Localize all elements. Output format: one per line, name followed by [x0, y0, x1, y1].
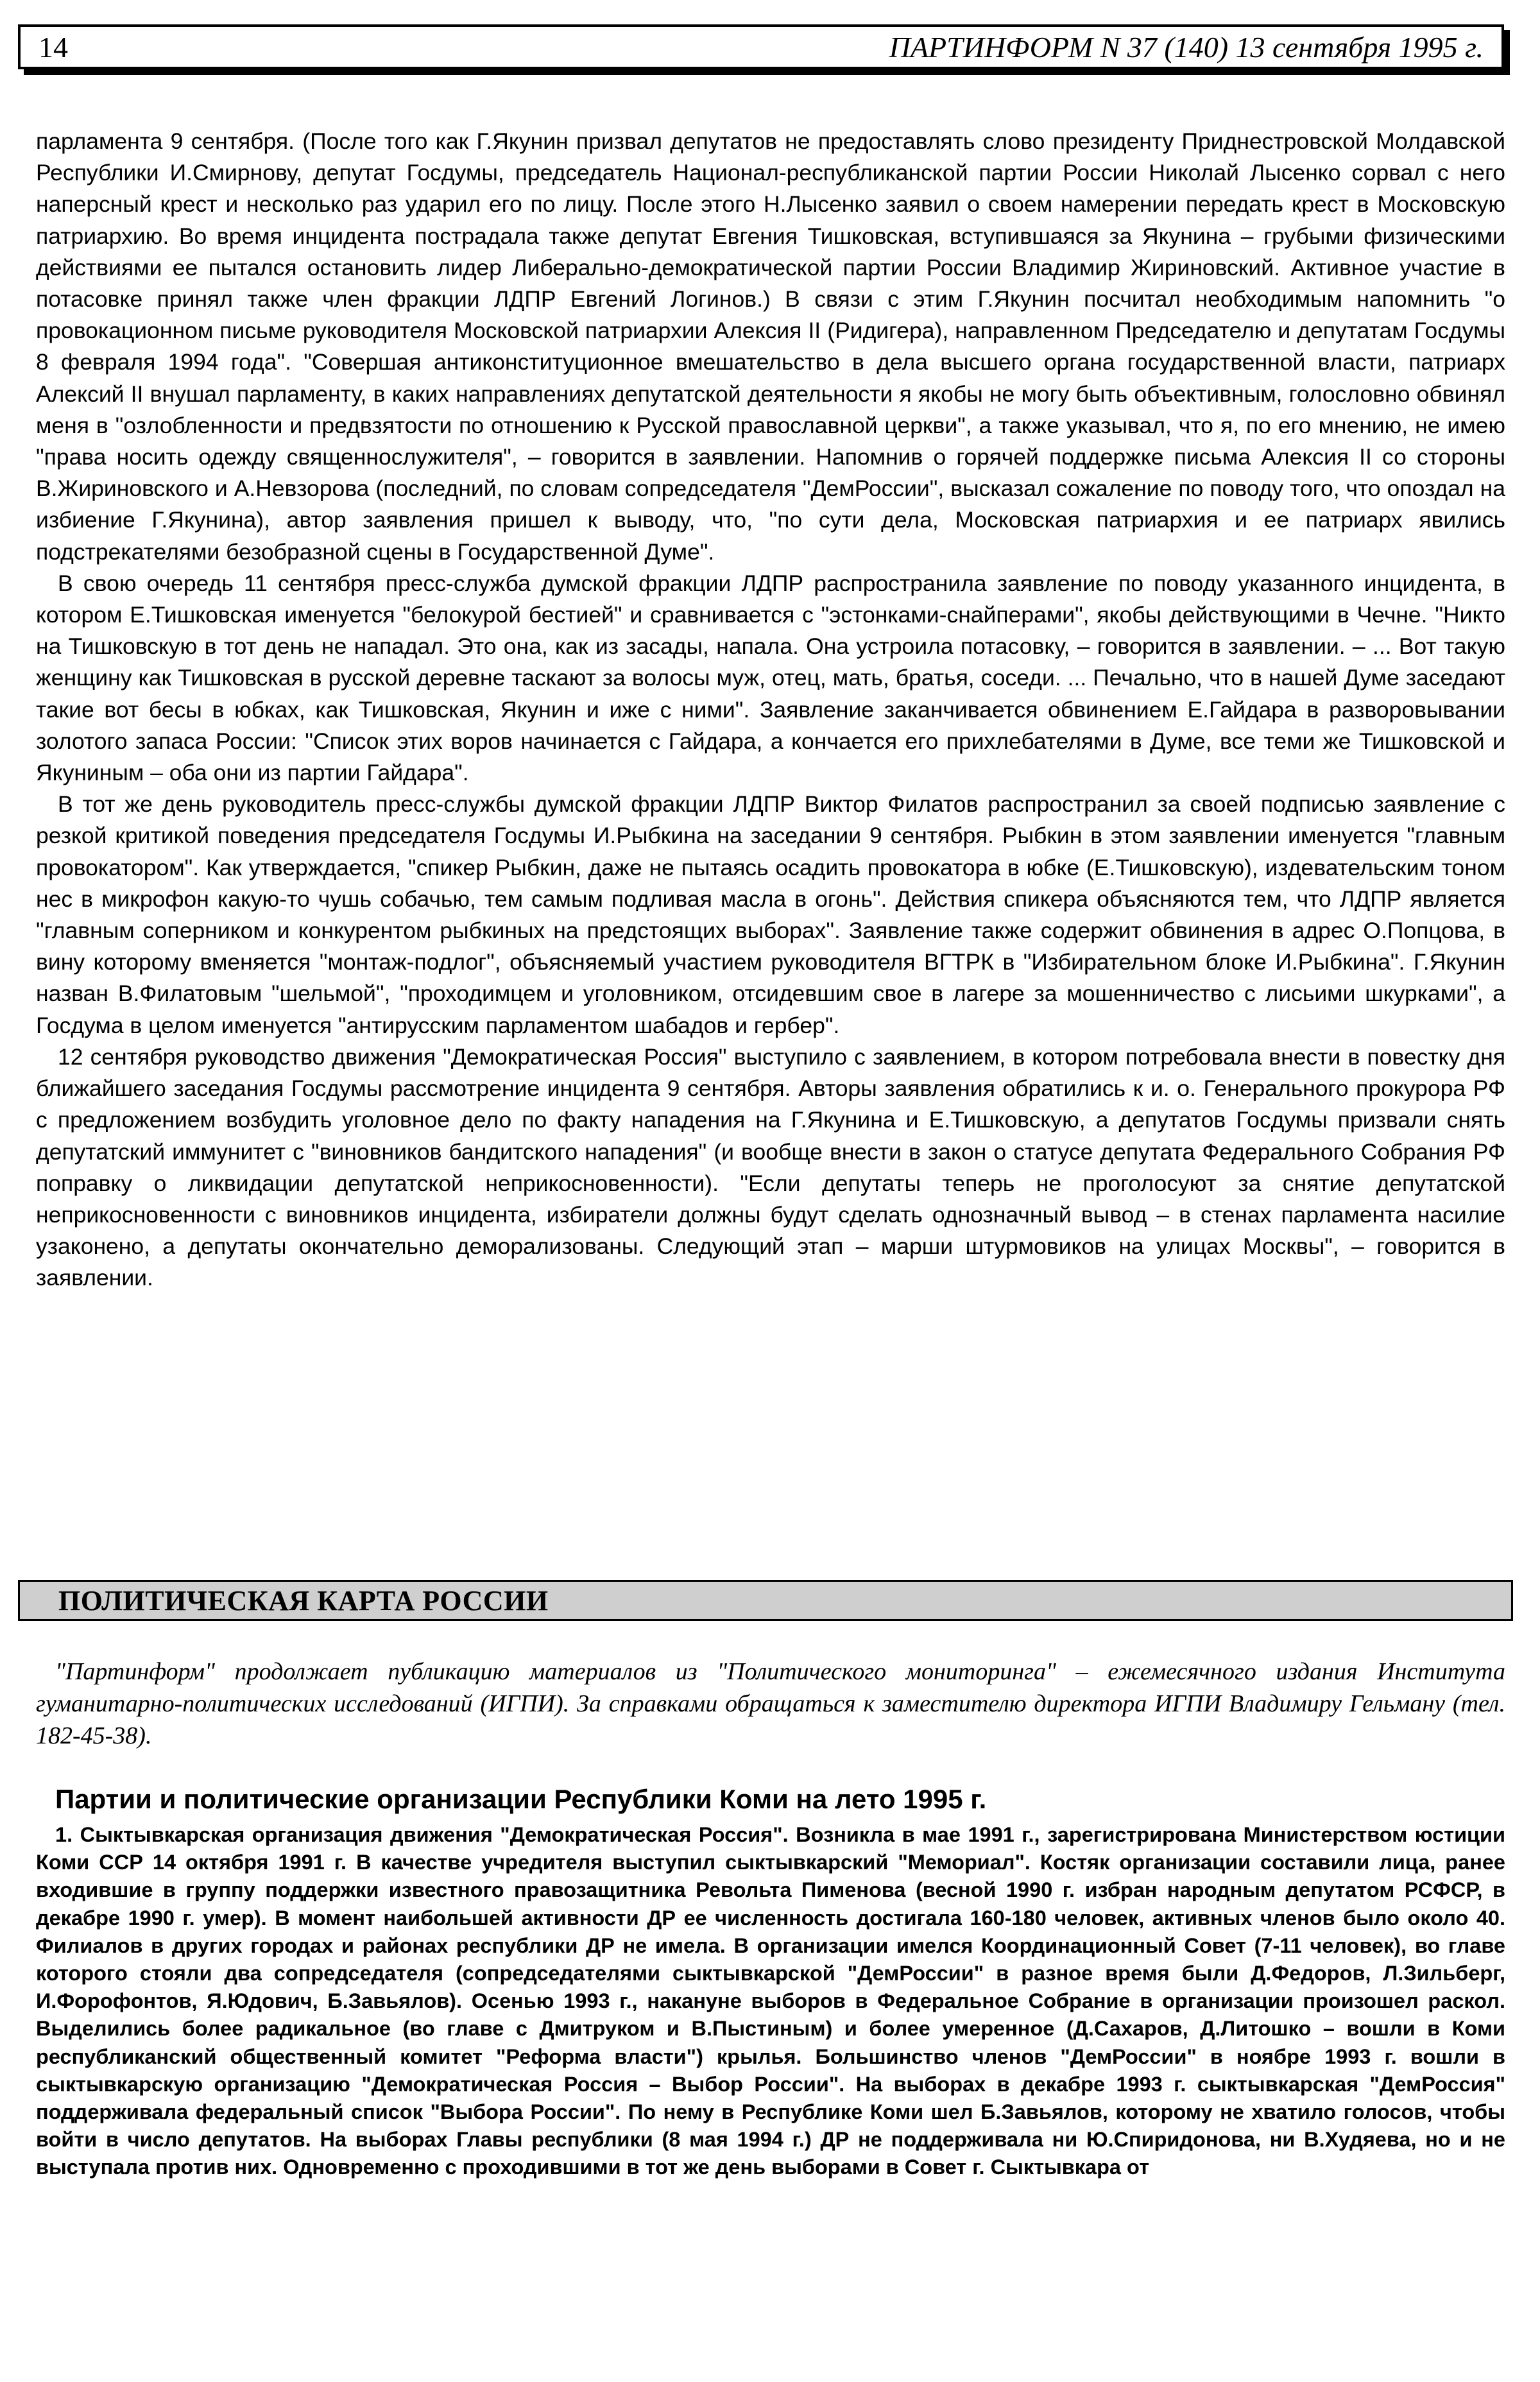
page-number: 14: [38, 30, 68, 64]
article-body: [36, 126, 1505, 1294]
article-paragraph: парламента 9 сентября. (После того как Г.Якунин призвал депутатов не предоставлять слово президенту Приднестровской Молдавской Республики И.Смирнову, депутат Госдумы, председатель Национал-республиканской партии России Николай Лысенко сорвал с него наперсный крест и несколько раз ударил его по лицу. После этого Н.Лысенко заявил о своем намерении передать крест в Московскую патриархию. Во время инцидента пострадала также депутат Евгения Тишковская, вступившаяся за Якунина – грубыми физическими действиями ее пытался остановить лидер Либерально-демократической партии России Владимир Жириновский. Активное участие в потасовке принял также член фракции ЛДПР Евгений Логинов.) В связи с этим Г.Якунин посчитал необходимым напомнить "о провокационном письме руководителя Московской патриархии Алексия II (Ридигера), направленном Председателю и депутатам Госдумы 8 февраля 1994 года". "Совершая антиконституционное вмешательство в дела высшего органа государственной власти, патриарх Алексий II внушал парламенту, в каких направлениях депутатской деятельности я якобы не могу быть объективным, голословно обвинял меня в "озлобленности и предвзятости по отношению к Русской православной церкви", а также указывал, что я, по его мнению, не имею "права носить одежду священнослужителя", – говорится в заявлении. Напомнив о горячей поддержке письма Алексия II со стороны В.Жириновского и А.Невзорова (последний, по словам сопредседателя "ДемРоссии", высказал сожаление по поводу того, что опоздал на избиение Г.Якунина), автор заявления пришел к выводу, что, "по сути дела, Московская патриархия и ее патриарх явились подстрекателями безобразной сцены в Государственной Думе".: [36, 128, 1505, 565]
subsection-body: 1. Сыктывкарская организация движения "Демократическая Россия". Возникла в мае 1991 г., зарегистрирована Министерством юстиции Коми ССР 14 октября 1991 г. В качестве учредителя выступил сыктывкарский "Мемориал". Костяк организации составили лица, ранее входившие в группу поддержки известного правозащитника Револьта Пименова (весной 1990 г. избран народным депутатом РСФСР, в декабре 1990 г. умер). В момент наибольшей активности ДР ее численность достигала 160-180 человек, активных членов было около 40. Филиалов в других городах и районах республики ДР не имела. В организации имелся Координационный Совет (7-11 человек), во главе которого стояли два сопредседателя (сопредседателями сыктывкарской "ДемРоссии" в разное время были Д.Федоров, Л.Зильберг, И.Форофонтов, Я.Юдович, Б.Завьялов). Осенью 1993 г., накануне выборов в Федеральное Собрание в организации произошел раскол. Выделились более радикальное (во главе с Дмитруком и В.Пыстиным) и более умеренное (Д.Сахаров, Д.Литошко – вошли в Коми республиканский общественный комитет "Реформа власти") крылья. Большинство членов "ДемРоссии" в ноябре 1993 г. вошли в сыктывкарскую организацию "Демократическая Россия – Выбор России". На выборах в декабре 1993 г. сыктывкарская "ДемРоссия" поддерживала федеральный список "Выбора России". По нему в Республике Коми шел Б.Завьялов, которому не хватило голосов, чтобы войти в число депутатов. На выборах Главы республики (8 мая 1994 г.) ДР не поддерживала ни Ю.Спиридонова, ни В.Худяева, но и не выступала против них. Одновременно с проходившими в тот же день выборами в Совет г. Сыктывкара от: [36, 1823, 1505, 2179]
article-paragraph: В тот же день руководитель пресс-службы думской фракции ЛДПР Виктор Филатов распространил за своей подписью заявление с резкой критикой поведения председателя Госдумы И.Рыбкина на заседании 9 сентября. Рыбкин в этом заявлении именуется "главным провокатором". Как утверждается, "спикер Рыбкин, даже не пытаясь осадить провокатора в юбке (Е.Тишковскую), издевательским тоном нес в микрофон какую-то чушь собачью, тем самым подливая масла в огонь". Действия спикера объясняются тем, что ЛДПР является "главным соперником и конкурентом рыбкиных на предстоящих выборах". Заявление также содержит обвинения в адрес О.Попцова, в вину которому вменяется "монтаж-подлог", объясняемый участием руководителя ВГТРК в "Избирательном блоке И.Рыбкина". Г.Якунин назван В.Филатовым "шельмой", "проходимцем и уголовником, отсидевшим свое в лагере за мошенничество с лисьими шкурками", а Госдума в целом именуется "антирусским парламентом шабадов и гербер".: [36, 791, 1505, 1038]
section-title-bar: [18, 1580, 1513, 1621]
section-intro: "Партинформ" продолжает публикацию материалов из "Политического мониторинга" – ежемесячного издания Института гуманитарно-политических исследований (ИГПИ). За справками обращаться к заместителю директора ИГПИ Владимиру Гельману (тел. 182-45-38).: [36, 1658, 1505, 1749]
section-title: ПОЛИТИЧЕСКАЯ КАРТА РОССИИ: [58, 1584, 549, 1616]
page-header: [18, 24, 1504, 69]
article-paragraph: В свою очередь 11 сентября пресс-служба думской фракции ЛДПР распространила заявление по поводу указанного инцидента, в котором Е.Тишковская именуется "белокурой бестией" и сравнивается с "эстонками-снайперами", якобы действующими в Чечне. "Никто на Тишковскую в тот день не нападал. Это она, как из засады, напала. Она устроила потасовку, – говорится в заявлении. – ... Вот такую женщину как Тишковская в русской деревне таскают за волосы муж, отец, мать, братья, соседи. ... Печально, что в нашей Думе заседают такие вот бесы в юбках, как Тишковская, Якунин и иже с ними". Заявление заканчивается обвинением Е.Гайдара в разворовывании золотого запаса России: "Список этих воров начинается с Гайдара, а кончается его прихлебателями в Думе, все теми же Тишковской и Якуниным – оба они из партии Гайдара".: [36, 570, 1505, 786]
issue-title: ПАРТИНФОРМ N 37 (140) 13 сентября 1995 г.: [889, 30, 1484, 64]
subsection-heading: Партии и политические организации Республики Коми на лето 1995 г.: [55, 1784, 987, 1814]
article-paragraph: 12 сентября руководство движения "Демократическая Россия" выступило с заявлением, в котором потребовала внести в повестку дня ближайшего заседания Госдумы рассмотрение инцидента 9 сентября. Авторы заявления обратились к и. о. Генерального прокурора РФ с предложением возбудить уголовное дело по факту нападения на Г.Якунина и Е.Тишковскую, а депутатов Госдумы призвали снять депутатский иммунитет с "виновников бандитского нападения" (и вообще внести в закон о статусе депутата Федерального Собрания РФ поправку о ликвидации депутатской неприкосновенности). "Если депутаты теперь не проголосуют за снятие депутатской неприкосновенности с виновников инцидента, избиратели должны будут сделать однозначный вывод – в стенах парламента насилие узаконено, а депутаты окончательно деморализованы. Следующий этап – марши штурмовиков на улицах Москвы", – говорится в заявлении.: [36, 1043, 1505, 1291]
